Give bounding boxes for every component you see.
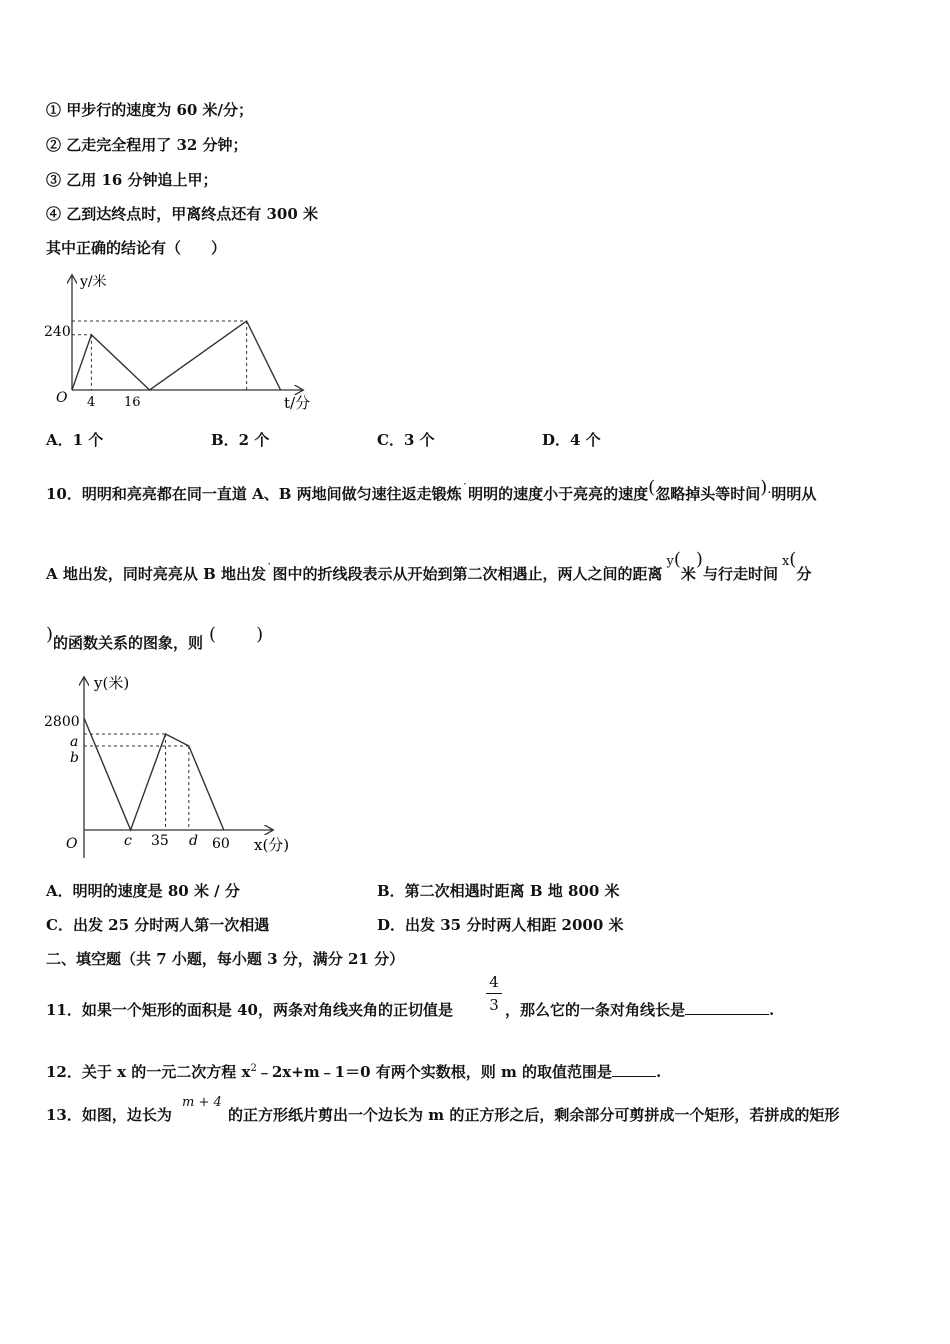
distance-line [72, 321, 281, 390]
q9-item-1: ① 甲步行的速度为 60 米/分； [46, 101, 254, 119]
q12-exponent: 2 [250, 1063, 257, 1074]
distance-line [84, 718, 224, 830]
origin-label: O [66, 836, 78, 852]
q9-prompt: 其中正确的结论有（ ） [46, 239, 227, 257]
q9-item-4: ④ 乙到达终点时，甲离终点还有 300 米 [46, 205, 318, 223]
q9-item-2: ② 乙走完全程用了 32 分钟； [46, 136, 248, 154]
x-tick-35: 35 [151, 833, 169, 849]
fraction-denominator: 3 [489, 996, 499, 1014]
q10-unit-m: 米 [680, 565, 696, 583]
q9-option-b: B．2 个 [211, 431, 270, 449]
q10-option-d: D．出发 35 分时两人相距 2000 米 [377, 916, 624, 934]
q12-end: . [656, 1063, 662, 1081]
q11-text-b: ，那么它的一条对角线长是 [505, 1001, 686, 1019]
q9-distance-time-graph [40, 268, 320, 418]
fraction-numerator: 4 [489, 973, 499, 991]
x-tick-c: c [124, 833, 132, 849]
q10-unit-min: 分 [796, 565, 812, 583]
q10-var-y: y [666, 554, 674, 569]
q10-line2-a: A 地出发，同时亮亮从 B 地出发 [46, 565, 266, 583]
y-tick-a: a [70, 734, 79, 750]
q10-option-c: C．出发 25 分时两人第一次相遇 [46, 916, 270, 934]
q9-item-3: ③ 乙用 16 分钟追上甲； [46, 171, 218, 189]
x-axis-label: x(分) [254, 836, 290, 854]
q11-text-a: 11．如果一个矩形的面积是 40，两条对角线夹角的正切值是 [46, 1001, 453, 1019]
q11-line [505, 1000, 774, 1020]
q9-option-d: D．4 个 [542, 431, 601, 449]
q10-option-b: B．第二次相遇时距离 B 地 800 米 [377, 882, 620, 900]
x-tick-4: 4 [87, 395, 96, 410]
q9-option-c: C．3 个 [377, 431, 435, 449]
q10-line1-a: 10．明明和亮亮都在同一直道 A、B 两地间做匀速往返走锻炼 [46, 485, 462, 503]
answer-blank[interactable] [685, 1000, 769, 1015]
y-tick-b: b [70, 750, 79, 766]
q13-side-expression: m + 4 [182, 1095, 222, 1110]
q10-line1-c: 明明从 [771, 485, 817, 503]
answer-blank[interactable] [612, 1062, 656, 1077]
q13-text-a: 13．如图，边长为 [46, 1106, 172, 1124]
q11-end: . [769, 1001, 775, 1019]
q10-line1-b: 明明的速度小于亮亮的速度 [468, 485, 649, 503]
y-tick-2800: 2800 [44, 714, 80, 730]
q12-text-a: 12．关于 x 的一元二次方程 x [46, 1063, 251, 1081]
q10-line-1: 10．明明和亮亮都在同一直道 A、B 两地间做匀速往返走锻炼˙明明的速度小于亮亮的速度(忽略掉头等时间).明明从 [46, 477, 817, 503]
x-tick-d: d [189, 833, 198, 849]
x-axis-label: t/分 [284, 394, 311, 412]
q10-distance-time-graph [40, 668, 310, 868]
q13-text-b: 的正方形纸片剪出一个边长为 m 的正方形之后，剩余部分可剪拼成一个矩形，若拼成的矩形 [228, 1106, 840, 1124]
q12-text-b: ﹣2x+m﹣1＝0 有两个实数根，则 m 的取值范围是 [256, 1063, 613, 1081]
section-heading: 二、填空题（共 7 小题，每小题 3 分，满分 21 分） [46, 950, 405, 968]
q10-line-3: )的函数关系的图象，则 ( ) [46, 624, 264, 652]
x-tick-16: 16 [124, 395, 141, 410]
fraction-four-thirds [486, 973, 502, 1014]
y-axis-label: y(米) [94, 674, 130, 692]
origin-label: O [56, 390, 68, 406]
x-tick-60: 60 [212, 836, 230, 852]
y-axis-label: y/米 [80, 274, 107, 290]
q10-var-x: x [781, 554, 790, 569]
q10-line-2: A 地出发，同时亮亮从 B 地出发˙图中的折线段表示从开始到第二次相遇止，两人之间的距离y(米)与行走时间x(分 [46, 549, 812, 583]
q12-line [46, 1059, 661, 1082]
q10-line2-b: 图中的折线段表示从开始到第二次相遇止，两人之间的距离 [272, 565, 663, 583]
q9-option-a: A．1 个 [46, 431, 104, 449]
y-tick-240: 240 [44, 324, 71, 340]
q10-option-a: A．明明的速度是 80 米 / 分 [46, 882, 240, 900]
q10-line3-text: 的函数关系的图象，则 [53, 634, 204, 652]
q10-line1-paren: 忽略掉头等时间 [655, 485, 761, 503]
q10-line2-c: 与行走时间 [702, 565, 778, 583]
